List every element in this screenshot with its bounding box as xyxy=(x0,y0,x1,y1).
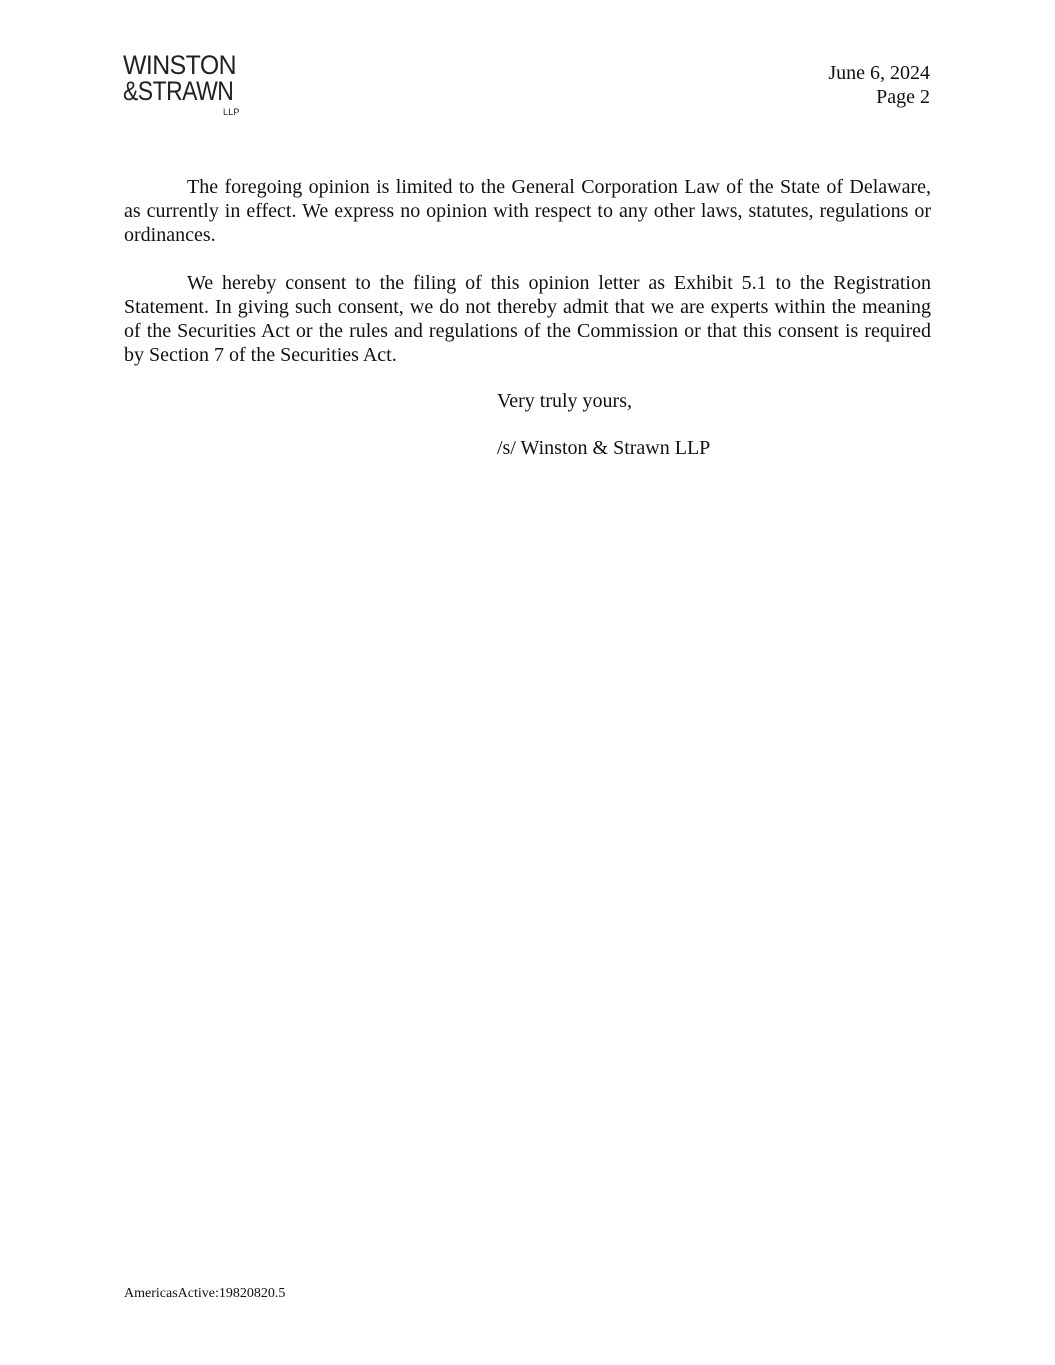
document-id-footer: AmericasActive:19820820.5 xyxy=(124,1286,286,1301)
page-number: Page 2 xyxy=(876,86,930,108)
logo-line-winston: WINSTON xyxy=(123,50,236,80)
letter-header xyxy=(828,61,930,109)
firm-logo xyxy=(123,52,248,122)
paragraph-consent: We hereby consent to the filing of this opinion letter as Exhibit 5.1 to the Registration Statement. In giving such consent, we do not thereby admit that we are experts within the meaning of the Securities Act or the rules and regulations of the Commission or that this consent is required by Section 7 of the Securities Act. xyxy=(124,272,931,366)
signature-line: /s/ Winston & Strawn LLP xyxy=(497,437,711,459)
paragraph-opinion-scope: The foregoing opinion is limited to the General Corporation Law of the State of Delaware, as currently in effect. We express no opinion with respect to any other laws, statutes, regulations or ordinances. xyxy=(124,176,931,246)
letter-body xyxy=(124,175,931,391)
letter-date: June 6, 2024 xyxy=(828,62,930,84)
logo-llp: LLP xyxy=(223,107,240,117)
closing-salutation: Very truly yours, xyxy=(497,390,632,412)
logo-line-strawn: &STRAWN xyxy=(123,76,234,106)
